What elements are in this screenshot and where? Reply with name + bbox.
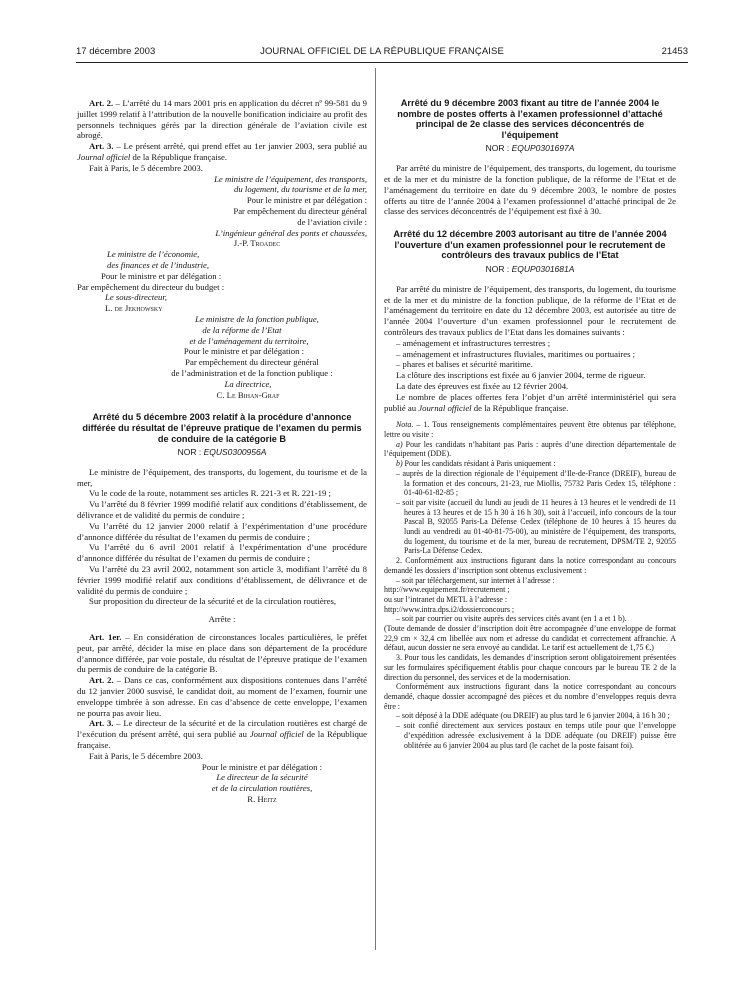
visa: Sur proposition du directeur de la sécurité et de la circulation routières, bbox=[89, 596, 337, 607]
list-item: – phares et balises et sécurité maritime. bbox=[396, 359, 676, 370]
signature-block-economie: Le ministre de l’économie, des finances et de l’industrie, Pour le ministre et par délégation : Par empêchement du directeur du budget : Le sous-directeur, L. de Jekhowsky bbox=[77, 249, 367, 314]
signature-block-fonction-publique: Le ministre de la fonction publique, de la réforme de l’Etat et de l’aménagement du territoire, Pour le ministre et par délégation : Par empêchement du directeur général de l’administration et de la fonction publique : La directrice, C. Le Bihan-Graf bbox=[77, 314, 367, 400]
nota-2: 2. Conformément aux instructions figurant dans la notice correspondant au concours demandé les dossiers d’inscription sont obtenus exclusivement : bbox=[384, 556, 676, 575]
article-3: Art. 3. – Le présent arrêté, qui prend effet au 1er janvier 2003, sera publié au Journal officiel de la République française. bbox=[77, 141, 367, 162]
list-item: – soit déposé à la DDE adéquate (ou DREIF) au plus tard le 6 janvier 2004, à 16 h 30 ; bbox=[396, 711, 676, 721]
submission-list bbox=[384, 711, 676, 750]
list-item: – soit par téléchargement, sur internet à l’adresse : bbox=[396, 576, 676, 586]
nota-3: 3. Pour tous les candidats, les demandes d’inscription seront obligatoirement présentées sur les formulaires spécifiquement établis pour chaque concours par le bureau TE 2 de la direction du personnel, des services et de la modernisation. bbox=[384, 653, 676, 682]
fait-a-paris: Fait à Paris, le 5 décembre 2003. bbox=[89, 750, 203, 761]
column-divider bbox=[375, 68, 376, 950]
signatory-name: C. Le Bihan-Graf bbox=[216, 389, 280, 400]
nor-reference: NOR : EQUP0301697A bbox=[485, 143, 575, 154]
decree-title-controleurs: Arrêté du 12 décembre 2003 autorisant au titre de l’année 2004 l’ouverture d’un examen professionnel pour le recrutement de contrôleurs des travaux publics de l’Etat bbox=[393, 229, 667, 261]
header-date: 17 décembre 2003 bbox=[76, 46, 156, 57]
nota-instructions: Conformément aux instructions figurant dans la notice correspondant au concours demandé, chaque dossier accompagné des pièces et du nombre d’enveloppes requis devra être : bbox=[384, 682, 676, 711]
intranet-url: http://www.intra.dps.i2/dossierconcours ; bbox=[384, 604, 515, 614]
signatory-name: J.-P. Troadec bbox=[233, 238, 281, 249]
fait-a-paris: Fait à Paris, le 5 décembre 2003. bbox=[89, 162, 203, 173]
nota-a: a) Pour les candidats n’habitant pas Paris : auprès d’une direction départementale de l’équipement (DDE). bbox=[384, 439, 676, 459]
visa: Vu l’arrêté du 8 février 1999 modifié relatif aux conditions d’établissement, de délivrance et de validité du permis de conduire ; bbox=[77, 499, 367, 521]
preamble: Le ministre de l’équipement, des transports, du logement, du tourisme et de la mer, bbox=[77, 466, 367, 488]
right-column bbox=[384, 98, 676, 750]
visa: Vu l’arrêté du 12 janvier 2000 relatif à l’expérimentation d’une procédure d’annonce différée du résultat de l’examen du permis de conduire ; bbox=[77, 520, 367, 542]
list-item: – soit par visite (accueil du lundi au jeudi de 11 heures à 13 heures et le vendredi de 11 heures à 13 heures et de 15 h 30 à 16 h 30), soit à l’accueil, info concours de la tour Pascal B, 92055 Paris-La Défense Cedex (téléphone de 10 heures à 15 heures du lundi au vendredi au 01-40-81-75-00), au ministère de l’équipement, des transports, du logement, du tourisme et de la mer, bureau de recrutement, DPSM/TE 2, 92055 Paris-La Défense Cedex. bbox=[396, 498, 676, 556]
decree-article-3: Art. 3. – Le directeur de la sécurité et de la circulation routières est chargé de l’exécution du présent arrêté, qui sera publié au Journal officiel de la République française. bbox=[77, 718, 367, 751]
decree-title-permis: Arrêté du 5 décembre 2003 relatif à la procédure d’annonce différée du résultat de l’épreuve pratique de l’examen du permis de conduire de la catégorie B bbox=[82, 412, 362, 444]
arrete-heading: Arrête : bbox=[208, 614, 236, 625]
mail-list bbox=[384, 614, 676, 624]
article-2: Art. 2. – L’arrêté du 14 mars 2001 pris en application du décret nº 99-581 du 9 juillet 1999 relatif à l’attribution de la nouvelle bonification indiciaire au profit des personnels techniques gérés par la direction générale de l’aviation civile est abrogé. bbox=[77, 98, 367, 141]
signature-block-securite-routiere: Pour le ministre et par délégation : Le directeur de la sécurité et de la circulation routières, R. Heitz bbox=[77, 762, 367, 805]
nota-b: b) Pour les candidats résidant à Paris uniquement : bbox=[396, 459, 556, 469]
header-journal-title: JOURNAL OFFICIEL DE LA RÉPUBLIQUE FRANÇAISE bbox=[260, 46, 504, 57]
list-item: – aménagement et infrastructures fluviales, maritimes ou portuaires ; bbox=[396, 349, 676, 360]
visa: Vu l’arrêté du 23 avril 2002, notamment son article 3, modifiant l’arrêté du 8 février 1999 modifié relatif aux conditions d’établissement, de délivrance et de validité du permis de conduire ; bbox=[77, 564, 367, 596]
decree-body: Par arrêté du ministre de l’équipement, des transports, du logement, du tourisme et de la mer et du ministre de la fonction publique, de la réforme de l’Etat et de l’aménagement du territoire en date du 12 décembre 2003, est autorisée au titre de l’année 2004 l’ouverture d’un examen professionnel pour le recrutement de contrôleurs des travaux publics de l’Etat dans les domaines suivants : bbox=[384, 283, 676, 337]
decree-title-attache: Arrêté du 9 décembre 2003 fixant au titre de l’année 2004 le nombre de postes offerts à l’examen professionnel d’attaché principal de 2e classe des services déconcentrés de l’équipement bbox=[397, 98, 663, 140]
internet-url: http://www.equipement.fr/recrutement ; bbox=[384, 585, 510, 595]
signatory-name: R. Heitz bbox=[247, 794, 277, 804]
paris-contacts-list bbox=[384, 469, 676, 556]
visa: Vu le code de la route, notamment ses articles R. 221-3 et R. 221-19 ; bbox=[89, 488, 331, 499]
nota-1: Nota. – 1. Tous renseignements complémentaires peuvent être obtenus par téléphone, lettre ou visite : bbox=[384, 420, 676, 439]
envelope-note: (Toute demande de dossier d’inscription doit être accompagnée d’une enveloppe de format 22,9 cm × 32,4 cm libellée aux nom et adresse du candidat et correctement affranchie. A défaut, aucun dossier ne sera envoyé au candidat. Le tarif est actuellement de 1,75 €.) bbox=[384, 624, 676, 653]
domains-list bbox=[384, 338, 676, 370]
intranet-label: ou sur l’intranet du METL à l’adresse : bbox=[384, 594, 508, 604]
nor-reference: NOR : EQUP0301681A bbox=[485, 263, 575, 274]
left-column bbox=[77, 98, 367, 805]
download-list bbox=[384, 576, 676, 586]
header-rule bbox=[76, 62, 688, 63]
signature-block-equipement: Le ministre de l’équipement, des transports, du logement, du tourisme et de la mer, Pour le ministre et par délégation : Par empêchement du directeur général de l’aviation civile : L’ingénieur général des ponts et chaussées, J.-P. Troadec bbox=[77, 174, 367, 250]
page-header bbox=[76, 46, 688, 62]
decree-body: Par arrêté du ministre de l’équipement, des transports, du logement, du tourisme et de la mer et du ministre de la fonction publique, de la réforme de l’Etat et de l’aménagement du territoire en date du 9 décembre 2003, le nombre de postes offerts au titre de l’année 2004 à l’examen professionnel d’attaché principal de 2e classe des services déconcentrés de l’équipement est fixé à 30. bbox=[384, 163, 676, 217]
closing-date: La clôture des inscriptions est fixée au 6 janvier 2004, terme de rigueur. bbox=[396, 370, 646, 381]
header-page-number: 21453 bbox=[661, 46, 688, 57]
exam-date: La date des épreuves est fixée au 12 février 2004. bbox=[396, 380, 569, 391]
decree-article-2: Art. 2. – Dans ce cas, conformément aux dispositions contenues dans l’arrêté du 12 janvier 2000 susvisé, le candidat doit, au moment de l’examen, fournir une enveloppe timbrée à son adresse. En cas d’absence de cette enveloppe, l’examen ne pourra pas avoir lieu. bbox=[77, 675, 367, 718]
list-item: – soit confié directement aux services postaux en temps utile pour que l’enveloppe d’expédition adressée exclusivement à la DDE adéquate (ou DREIF) puisse être oblitérée au 6 janvier 2004 au plus tard (le cachet de la poste faisant foi). bbox=[396, 721, 676, 750]
visa: Vu l’arrêté du 6 avril 2001 relatif à l’expérimentation d’une procédure d’annonce différée du résultat de l’examen du permis de conduire ; bbox=[77, 542, 367, 564]
nor-reference: NOR : EQUS0300956A bbox=[177, 447, 267, 458]
decree-article-1: Art. 1er. – En considération de circonstances locales particulières, le préfet peut, par arrêté, décider la mise en place dans son département de la procédure d’annonce différée, par voie postale, du résultat de l’épreuve pratique de l’examen du permis de conduire de la catégorie B. bbox=[77, 632, 368, 675]
signatory-name: L. de Jekhowsky bbox=[105, 303, 163, 314]
list-item: – aménagement et infrastructures terrestres ; bbox=[396, 338, 676, 349]
list-item: – soit par courrier ou visite auprès des services cités avant (en 1 a et 1 b). bbox=[396, 614, 676, 624]
places-note: Le nombre de places offertes fera l’objet d’un arrêté interministériel qui sera publié au Journal officiel de la République française. bbox=[384, 391, 676, 413]
nota-section bbox=[384, 420, 676, 750]
list-item: – auprès de la direction régionale de l’équipement d’Ile-de-France (DREIF), bureau de la formation et des concours, 21-23, rue Miollis, 75732 Paris Cedex 15, téléphone : 01-40-61-82-85 ; bbox=[396, 469, 676, 498]
